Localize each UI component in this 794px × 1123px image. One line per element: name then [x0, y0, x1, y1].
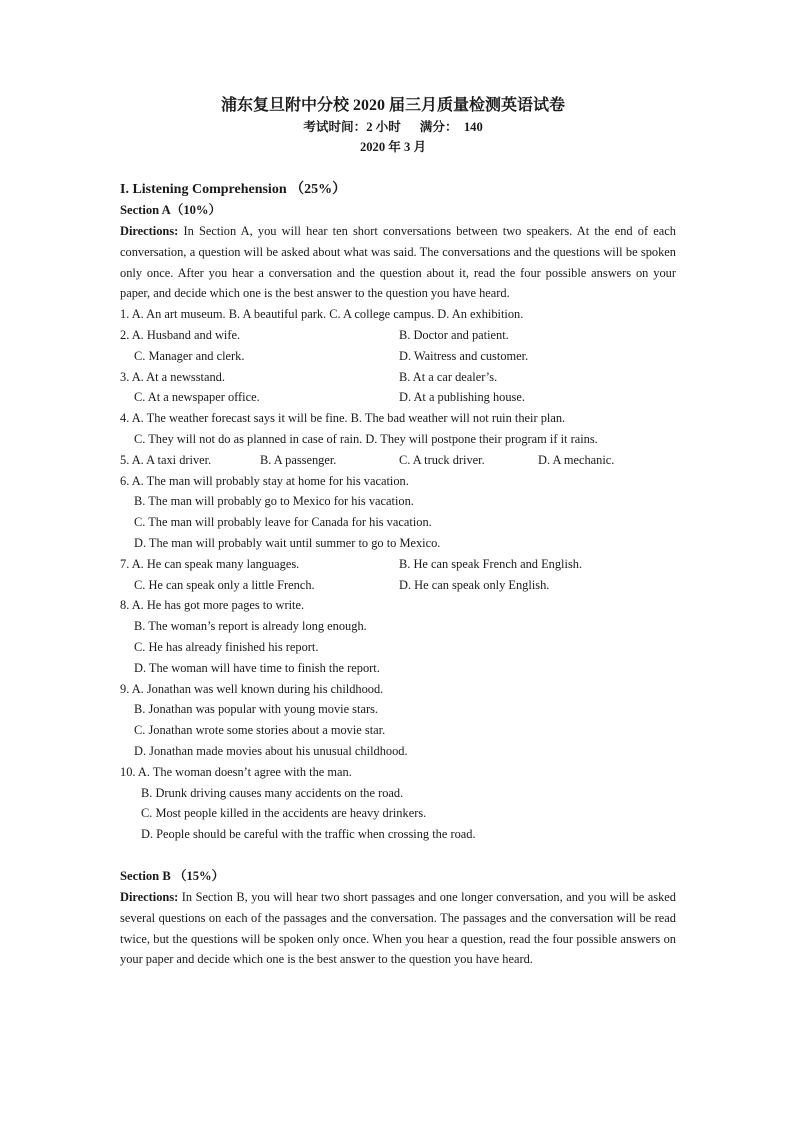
section-b-directions [120, 887, 676, 970]
option-c: C. He can speak only a little French. [134, 577, 315, 592]
option-b: B. He can speak French and English. [399, 556, 583, 571]
option-a: 6. A. The man will probably stay at home for his vacation. [120, 473, 409, 488]
exam-page [120, 95, 676, 970]
question-8-b [120, 616, 676, 637]
question-4-row-1 [120, 408, 676, 429]
option-b: B. A passenger. [260, 452, 337, 467]
exam-date: 2020 年 3 月 [359, 140, 427, 154]
question-1 [120, 304, 676, 325]
question-10-b [120, 783, 676, 804]
option-a: 9. A. Jonathan was well known during his childhood. [120, 681, 384, 696]
question-9-c [120, 720, 676, 741]
option-d: D. People should be careful with the traffic when crossing the road. [141, 827, 476, 842]
option-a: 3. A. At a newsstand. [120, 369, 225, 384]
option-d: D. Waitress and customer. [399, 348, 529, 363]
question-8-a [120, 595, 676, 616]
question-8-d [120, 658, 676, 679]
question-2-row-1 [120, 325, 676, 346]
option-c: C. He has already finished his report. [134, 639, 319, 654]
option-a: 10. A. The woman doesn’t agree with the man. [120, 764, 352, 779]
option-b: B. The woman’s report is already long enough. [134, 619, 367, 634]
exam-title: 浦东复旦附中分校 2020 届三月质量检测英语试卷 [220, 97, 565, 114]
spacer [120, 845, 676, 866]
option-b: B. Jonathan was popular with young movie stars. [134, 702, 378, 717]
option-c: C. At a newspaper office. [134, 390, 260, 405]
options-c-d: C. They will not do as planned in case of rain. D. They will postpone their program if it rains. [134, 431, 598, 446]
section-a-directions [120, 221, 676, 304]
option-b: B. Doctor and patient. [399, 327, 509, 342]
question-9-a [120, 679, 676, 700]
section-a-heading: Section A（10%） [120, 203, 222, 217]
option-c: C. Manager and clerk. [134, 348, 245, 363]
option-d: D. The woman will have time to finish the report. [134, 660, 380, 675]
options-a-b: 4. A. The weather forecast says it will be fine. B. The bad weather will not ruin their plan. [120, 411, 566, 426]
question-4-row-2 [120, 429, 676, 450]
option-d: D. He can speak only English. [399, 577, 550, 592]
directions-label: Directions: [120, 889, 179, 904]
option-b: B. The man will probably go to Mexico for his vacation. [134, 494, 414, 509]
question-1-options: 1. A. An art museum. B. A beautiful park. C. A college campus. D. An exhibition. [120, 307, 524, 322]
directions-text: In Section B, you will hear two short passages and one longer conversation, and you will be asked several questions on each of the passages and the conversation. The passages and the conversation will be read twice, but the questions will be spoken only once. When you hear a question, read the four possible answers on your paper and decide which one is the best answer to the question you have heard. [120, 889, 676, 967]
section-b-heading: Section B （15%） [120, 868, 225, 883]
directions-label: Directions: [120, 224, 179, 238]
question-3-row-2 [120, 387, 676, 408]
option-b: B. Drunk driving causes many accidents on the road. [141, 785, 404, 800]
question-10-c [120, 803, 676, 824]
question-8-c [120, 637, 676, 658]
option-d: D. At a publishing house. [399, 390, 525, 405]
question-10-d [120, 824, 676, 845]
question-2-row-2 [120, 346, 676, 367]
question-7-row-1 [120, 554, 676, 575]
directions-text: In Section A, you will hear ten short conversations between two speakers. At the end of each conversation, a question will be asked about what was said. The conversations and the questions will be spoken only once. After you hear a conversation and the question about it, read the four possible answers on your paper, and decide which one is the best answer to the question you have heard. [120, 224, 676, 301]
full-marks: 满分： 140 [419, 120, 483, 134]
question-9-d [120, 741, 676, 762]
option-a: 5. A. A taxi driver. [120, 452, 212, 467]
option-c: C. Most people killed in the accidents are heavy drinkers. [141, 806, 427, 821]
exam-time: 考试时间：2 小时 [303, 120, 401, 134]
question-3-row-1 [120, 367, 676, 388]
question-7-row-2 [120, 575, 676, 596]
option-b: B. At a car dealer’s. [399, 369, 498, 384]
option-a: 2. A. Husband and wife. [120, 327, 241, 342]
option-d: D. A mechanic. [538, 452, 615, 467]
question-6-d [120, 533, 676, 554]
question-6-a [120, 471, 676, 492]
question-9-b [120, 699, 676, 720]
option-c: C. Jonathan wrote some stories about a movie star. [134, 723, 386, 738]
question-5 [120, 450, 676, 471]
option-a: 7. A. He can speak many languages. [120, 556, 300, 571]
part-heading-listening: I. Listening Comprehension （25%） [120, 182, 347, 197]
question-6-c [120, 512, 676, 533]
option-c: C. The man will probably leave for Canada for his vacation. [134, 515, 432, 530]
question-6-b [120, 491, 676, 512]
option-d: D. The man will probably wait until summer to go to Mexico. [134, 535, 441, 550]
question-10-a [120, 762, 676, 783]
option-a: 8. A. He has got more pages to write. [120, 598, 305, 613]
option-c: C. A truck driver. [399, 452, 485, 467]
option-d: D. Jonathan made movies about his unusual childhood. [134, 743, 408, 758]
exam-meta [110, 117, 676, 137]
